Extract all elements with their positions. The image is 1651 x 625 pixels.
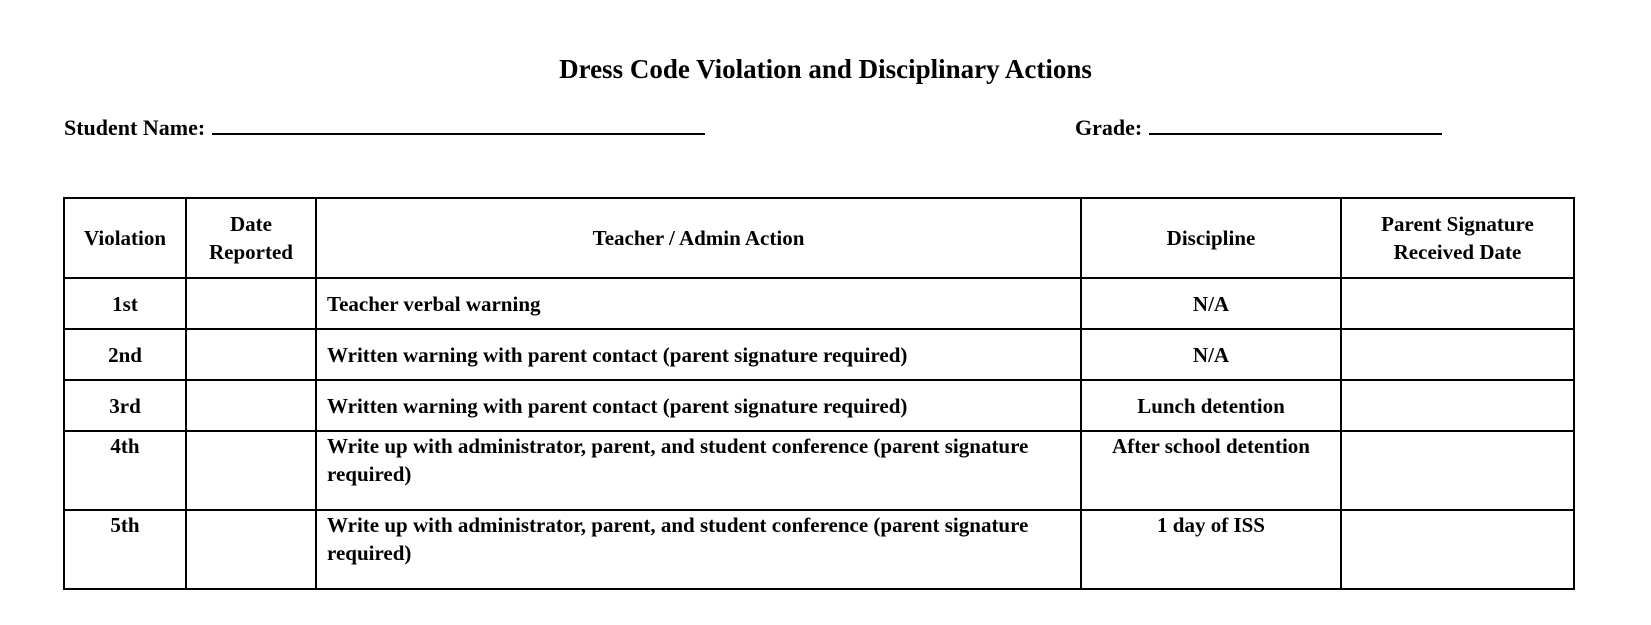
discipline-cell: N/A [1081, 329, 1341, 380]
table-row [64, 380, 1574, 431]
form-title: Dress Code Violation and Disciplinary Actions [559, 54, 1092, 84]
discipline-cell: After school detention [1081, 431, 1341, 510]
header-date-reported-line2: Reported [209, 240, 293, 264]
header-date-reported-line1: Date [230, 212, 272, 236]
date-reported-cell[interactable] [186, 278, 316, 329]
header-parent-signature [1341, 198, 1574, 278]
parent-signature-cell[interactable] [1341, 380, 1574, 431]
header-parent-signature-line1: Parent Signature [1381, 212, 1534, 236]
parent-signature-cell[interactable] [1341, 431, 1574, 510]
violation-cell: 2nd [64, 329, 186, 380]
header-violation: Violation [64, 198, 186, 278]
parent-signature-cell[interactable] [1341, 329, 1574, 380]
date-reported-cell[interactable] [186, 510, 316, 589]
action-cell: Teacher verbal warning [316, 278, 1081, 329]
student-name-blank[interactable] [212, 115, 705, 135]
table-header-row [64, 198, 1574, 278]
discipline-cell: Lunch detention [1081, 380, 1341, 431]
date-reported-cell[interactable] [186, 329, 316, 380]
student-name-field [64, 114, 705, 142]
header-parent-signature-line2: Received Date [1393, 240, 1522, 264]
discipline-cell: 1 day of ISS [1081, 510, 1341, 589]
header-date-reported [186, 198, 316, 278]
grade-blank[interactable] [1149, 115, 1442, 135]
student-name-label: Student Name: [64, 115, 206, 140]
discipline-cell: N/A [1081, 278, 1341, 329]
action-cell: Written warning with parent contact (parent signature required) [316, 380, 1081, 431]
violation-cell: 4th [64, 431, 186, 510]
table-row [64, 431, 1574, 510]
table-row [64, 278, 1574, 329]
table-row [64, 329, 1574, 380]
date-reported-cell[interactable] [186, 380, 316, 431]
parent-signature-cell[interactable] [1341, 278, 1574, 329]
violation-table [63, 197, 1575, 590]
action-cell: Write up with administrator, parent, and student conference (parent signature required) [316, 431, 1081, 510]
grade-label: Grade: [1075, 115, 1143, 140]
action-cell: Write up with administrator, parent, and student conference (parent signature required) [316, 510, 1081, 589]
parent-signature-cell[interactable] [1341, 510, 1574, 589]
violation-cell: 3rd [64, 380, 186, 431]
action-cell: Written warning with parent contact (parent signature required) [316, 329, 1081, 380]
violation-cell: 1st [64, 278, 186, 329]
header-discipline: Discipline [1081, 198, 1341, 278]
grade-field [1075, 114, 1442, 142]
table-row [64, 510, 1574, 589]
header-action: Teacher / Admin Action [316, 198, 1081, 278]
date-reported-cell[interactable] [186, 431, 316, 510]
violation-cell: 5th [64, 510, 186, 589]
